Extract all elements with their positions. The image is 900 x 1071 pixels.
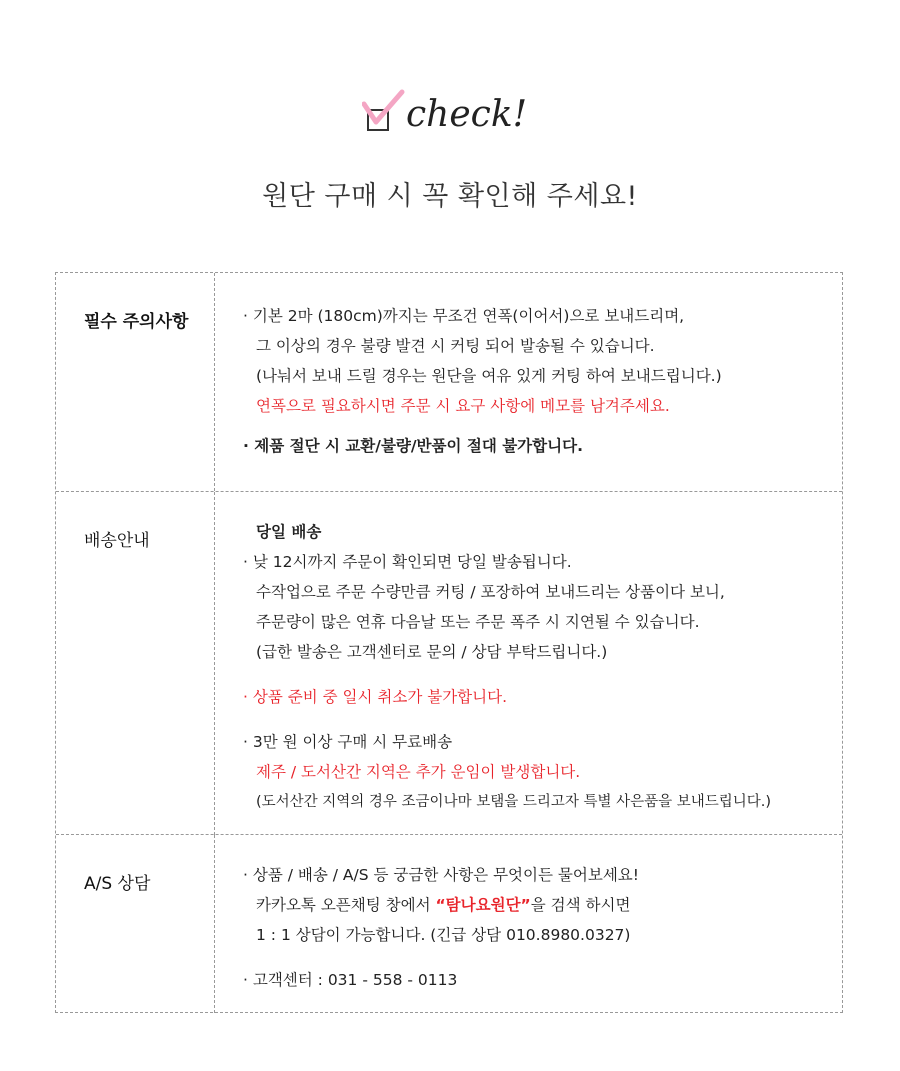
- subheading-same-day: 당일 배송: [256, 523, 322, 541]
- column-divider: [214, 492, 215, 835]
- search-keyword: “탐나요원단”: [435, 896, 531, 914]
- column-divider: [214, 835, 215, 1013]
- notice-line-highlight: · 상품 준비 중 일시 취소가 불가합니다.: [243, 688, 508, 706]
- checkmark-icon: [362, 82, 532, 142]
- notice-line: (급한 발송은 고객센터로 문의 / 상담 부탁드립니다.): [256, 643, 608, 661]
- logo-text: check!: [406, 94, 528, 135]
- section-shipping: [56, 491, 842, 835]
- notice-line: 주문량이 많은 연휴 다음날 또는 주문 폭주 시 지연될 수 있습니다.: [256, 613, 700, 631]
- kakao-text-pre: 카카오톡 오픈채팅 창에서: [256, 896, 436, 914]
- column-divider: [214, 273, 215, 491]
- notice-line: · 낮 12시까지 주문이 확인되면 당일 발송됩니다.: [243, 553, 572, 571]
- notice-table: [55, 272, 843, 1013]
- notice-line: · 상품 / 배송 / A/S 등 궁금한 사항은 무엇이든 물어보세요!: [243, 866, 639, 884]
- notice-line: · 3만 원 이상 구매 시 무료배송: [243, 733, 453, 751]
- page-title: 원단 구매 시 꼭 확인해 주세요!: [262, 181, 638, 212]
- section-required-notice: [56, 273, 842, 491]
- notice-line: 1 : 1 상담이 가능합니다. (긴급 상담 010.8980.0327): [256, 926, 631, 944]
- notice-line: · 기본 2마 (180cm)까지는 무조건 연폭(이어서)으로 보내드리며,: [243, 307, 685, 325]
- section-label: 배송안내: [84, 531, 150, 551]
- kakao-text-post: 을 검색 하시면: [530, 896, 631, 914]
- notice-line-bold: · 제품 절단 시 교환/불량/반품이 절대 불가합니다.: [243, 437, 583, 455]
- notice-line: 수작업으로 주문 수량만큼 커팅 / 포장하여 보내드리는 상품이다 보니,: [256, 583, 725, 601]
- section-label: 필수 주의사항: [84, 312, 189, 332]
- check-logo: [362, 82, 532, 142]
- notice-line-highlight: 제주 / 도서산간 지역은 추가 운임이 발생합니다.: [256, 763, 581, 781]
- section-as-consult: [56, 834, 842, 1013]
- customer-center-line: · 고객센터 : 031 - 558 - 0113: [243, 971, 458, 989]
- notice-line: (도서산간 지역의 경우 조금이나마 보탬을 드리고자 특별 사은품을 보내드립니다.): [256, 794, 772, 810]
- section-label: A/S 상담: [84, 874, 151, 894]
- notice-line-kakao: [256, 895, 630, 915]
- notice-line: 그 이상의 경우 불량 발견 시 커팅 되어 발송될 수 있습니다.: [256, 337, 655, 355]
- notice-line-highlight: 연폭으로 필요하시면 주문 시 요구 사항에 메모를 남겨주세요.: [256, 397, 670, 415]
- notice-line: (나눠서 보내 드릴 경우는 원단을 여유 있게 커팅 하여 보내드립니다.): [256, 367, 722, 385]
